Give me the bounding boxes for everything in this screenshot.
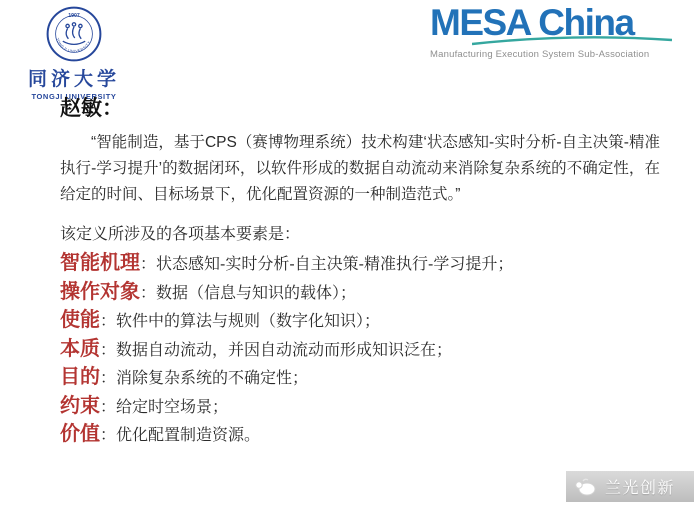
tongji-name-en: TONGJI UNIVERSITY [31, 92, 117, 101]
element-label: 使能 [60, 309, 100, 331]
languang-logo-icon [574, 477, 598, 497]
mesa-logo [430, 4, 698, 60]
element-label: 约束 [60, 394, 100, 417]
mesa-subtitle: Manufacturing Execution System Sub-Association [430, 48, 650, 60]
tongji-seal-year: 1907 [68, 13, 80, 20]
watermark-text: 兰光创新 [605, 480, 676, 497]
element-label: 目的 [60, 366, 100, 388]
element-label: 智能机理 [60, 252, 140, 274]
tongji-rowers-glyph [63, 23, 85, 45]
tongji-logo [16, 6, 132, 101]
element-text: ：消除复杂系统的不确定性； [100, 370, 309, 387]
mesa-title: MESA China [430, 2, 634, 43]
element-text: ：软件中的算法与规则（数字化知识）； [100, 313, 381, 330]
element-row [60, 307, 660, 336]
element-text: ：数据自动流动，并因自动流动而形成知识泛在； [100, 341, 453, 359]
element-row [60, 279, 660, 308]
element-row [60, 393, 660, 422]
element-text: ：状态感知-实时分析-自主决策-精准执行-学习提升； [140, 256, 514, 273]
element-text: ：优化配置制造资源。 [100, 427, 261, 444]
element-label: 价值 [60, 423, 100, 445]
definition-quote: “智能制造，基于CPS（赛博物理系统）技术构建‘状态感知-实时分析-自主决策-精准执行-学习提升’的数据闭环，以软件形成的数据自动流动来消除复杂系统的不确定性，在给定的时间、目标场景下，优化配置资源的一种制造范式。” [60, 134, 660, 203]
watermark-badge [566, 471, 694, 502]
tongji-name-cn: 同济大学 [27, 69, 120, 90]
element-row [60, 364, 660, 393]
author-heading: 赵敏： [60, 97, 123, 120]
svg-text:TONGJI UNIVERSITY [55, 38, 91, 54]
element-label: 本质 [60, 337, 100, 360]
element-text: ：数据（信息与知识的载体）； [140, 284, 357, 302]
element-row [60, 421, 660, 450]
elements-intro: 该定义所涉及的各项基本要素是： [60, 226, 301, 243]
element-row [60, 336, 660, 365]
tongji-seal-ring-text: TONGJI UNIVERSITY [55, 37, 92, 54]
element-label: 操作对象 [60, 280, 140, 303]
elements-list [60, 250, 660, 450]
element-row [60, 250, 660, 279]
element-text: ：给定时空场景； [100, 398, 229, 416]
tongji-seal-icon [46, 6, 102, 62]
slide-content [60, 96, 660, 450]
